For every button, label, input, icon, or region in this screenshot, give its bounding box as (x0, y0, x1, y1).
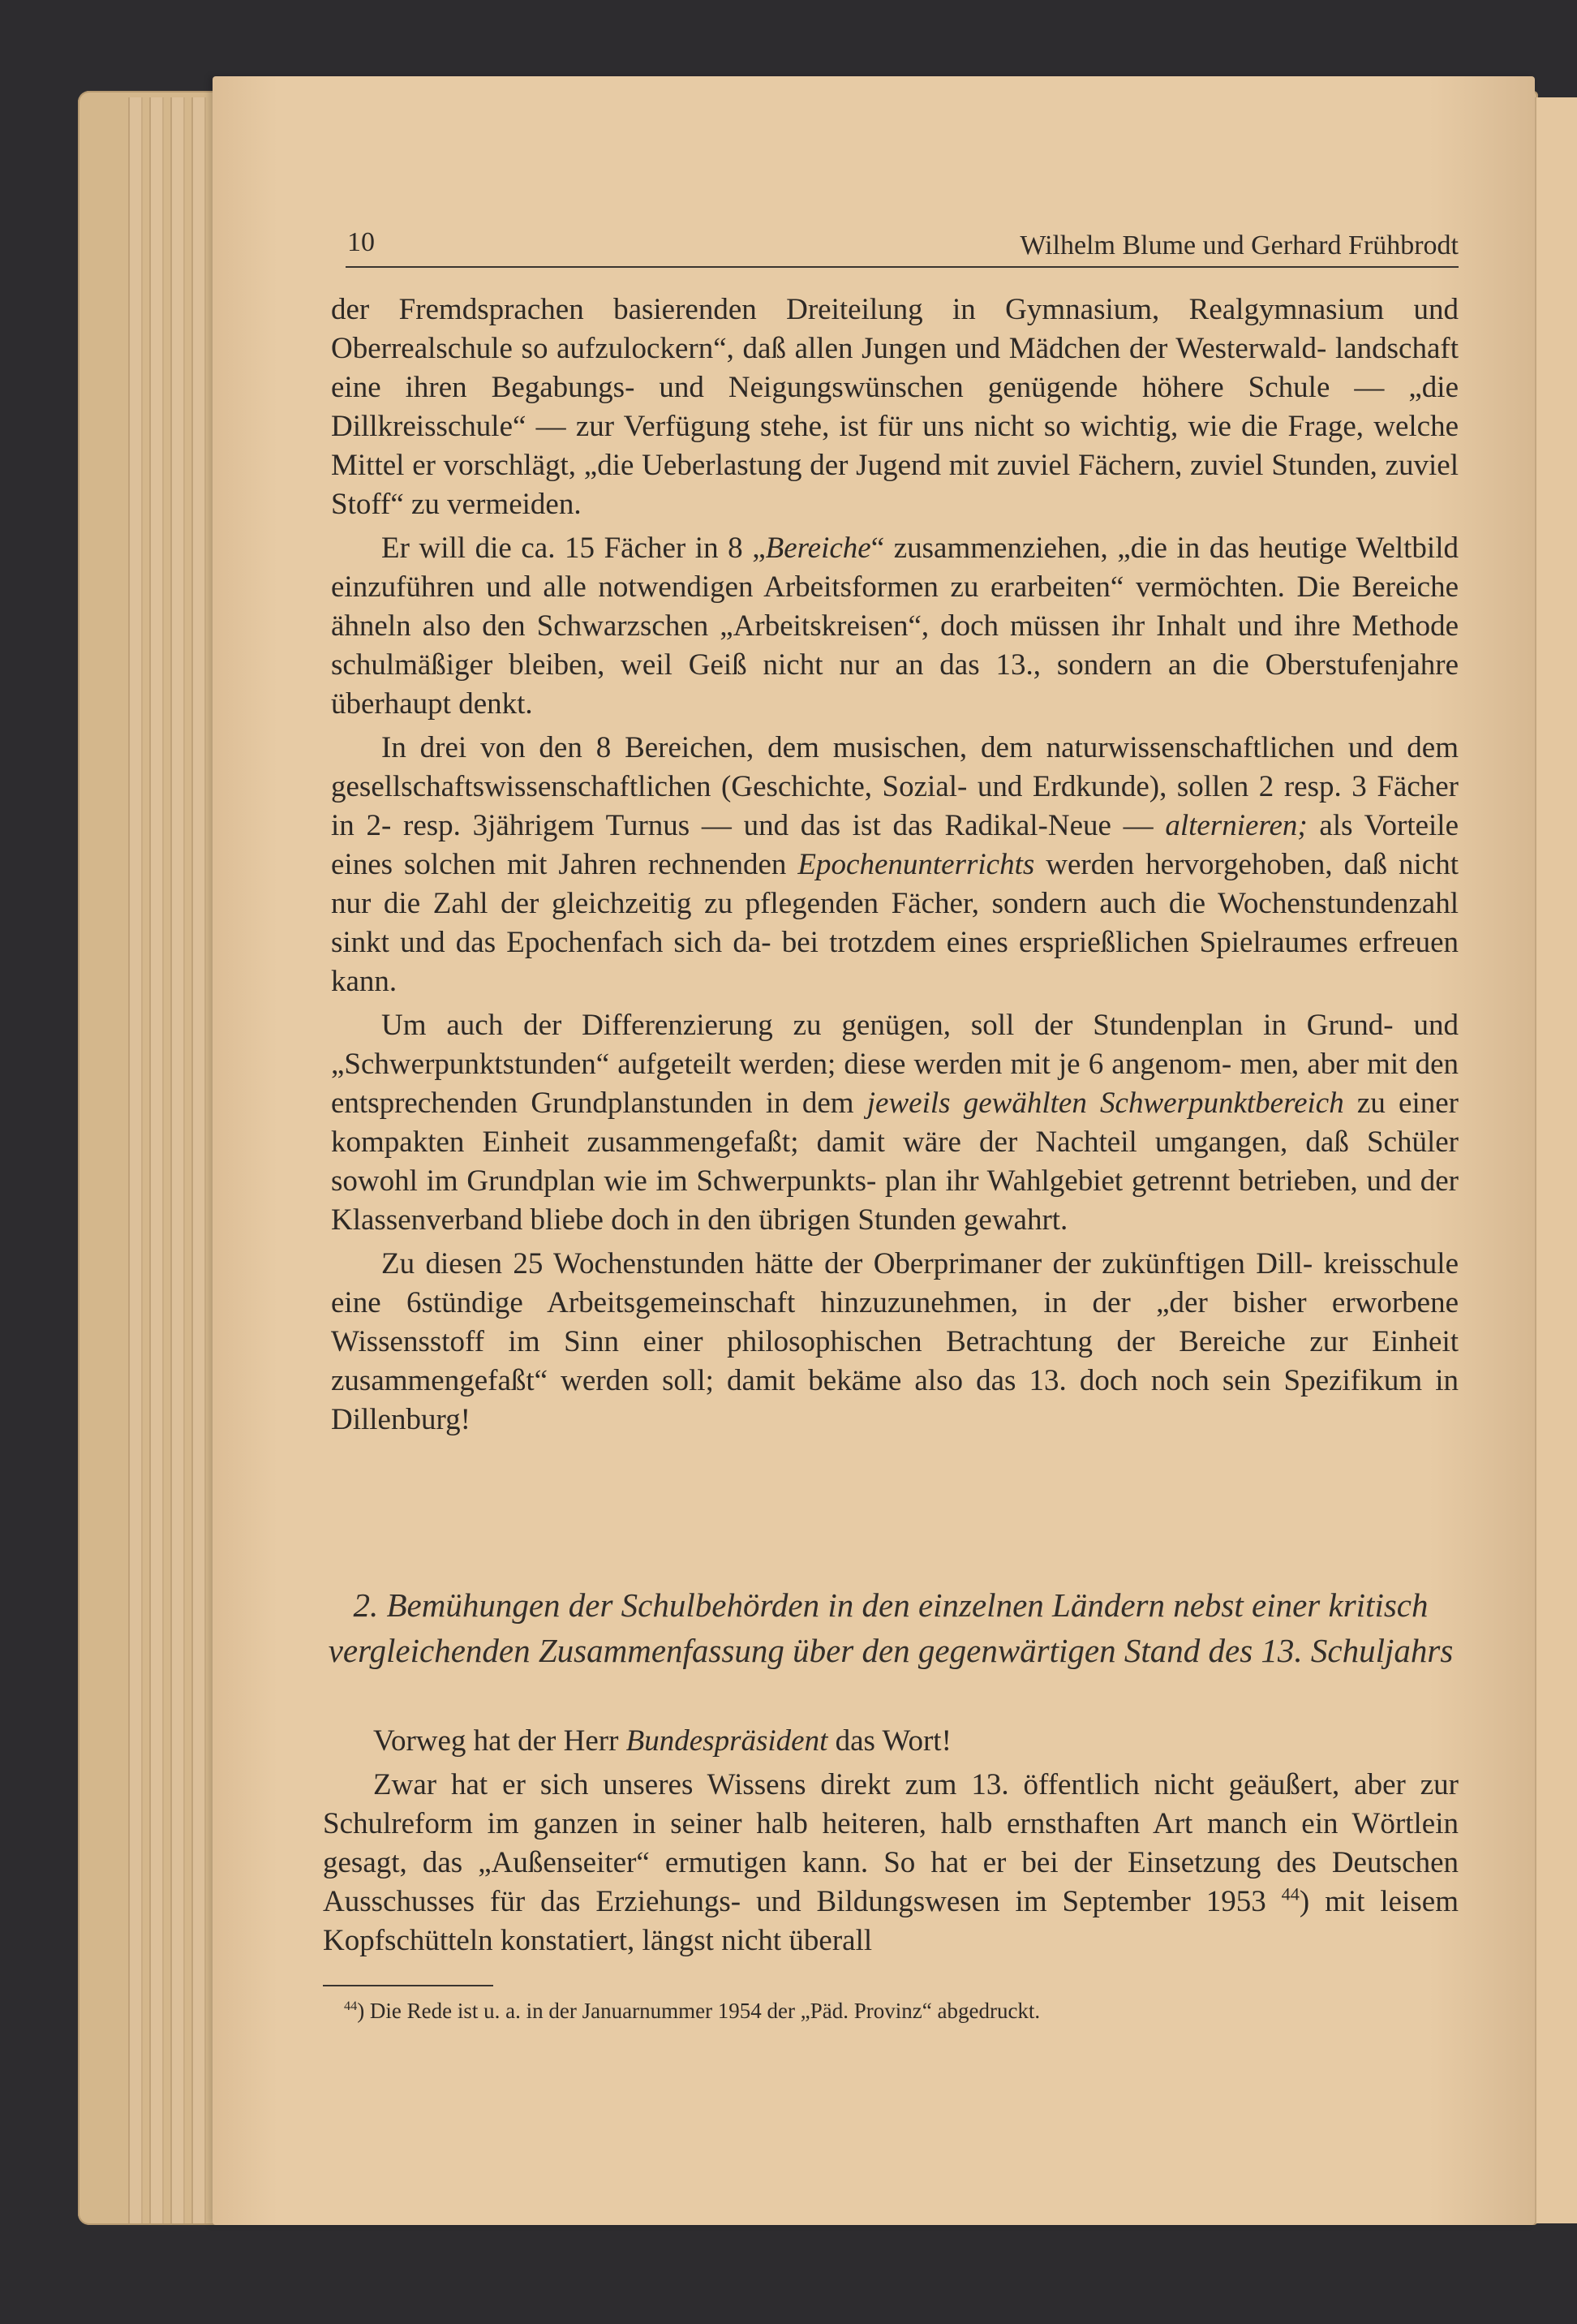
paragraph-text: ) mit leisem Kopfschütteln konstatiert, längst nicht überall (323, 1885, 1459, 1957)
paragraph-text: zu einer kompakten Einheit zusammengefaßt; damit wäre der Nachteil umgangen, daß Schüler sowohl im Grundplan wie im Schwerpunkts- plan ihr Wahlgebiet getrennt betrieben, und der Klassenverband bliebe doch in den übrigen Stunden gewahrt. (331, 1087, 1459, 1237)
footnote-text: ) Die Rede ist u. a. in der Januarnummer 1954 der „Päd. Provinz“ abgedruckt. (357, 1999, 1041, 2023)
page-edge (149, 97, 164, 2223)
paragraph-text: werden hervorgehoben, daß nicht nur die Zahl der gleichzeitig zu pflegenden Fächer, sondern auch die Wochenstundenzahl sinkt und das Epochenfach sich da- bei trotzdem eines ersprießlichen Spielraumes erfreuen kann. (331, 848, 1459, 998)
facing-page-edge (1535, 97, 1577, 2223)
paragraph-text: Vorweg hat der Herr (373, 1724, 626, 1758)
page-edge (170, 97, 185, 2223)
page-edge (128, 97, 143, 2223)
page-edge (191, 97, 206, 2223)
page-header (346, 201, 1459, 268)
running-title: Wilhelm Blume und Gerhard Frühbrodt (1020, 230, 1459, 260)
paragraph-text: das Wort! (827, 1724, 952, 1758)
footnote-reference: 44 (1281, 1883, 1300, 1904)
paragraph-text: als Vorteile eines solchen mit Jahren rechnenden (331, 809, 1459, 881)
footnote (344, 1996, 1447, 2025)
paragraph-text: der Fremdsprachen basierenden Dreiteilung in Gymnasium, Realgymnasium und Oberrealschule so aufzulockern“, daß allen Jungen und Mädchen der Westerwald- landschaft eine ihren Begabungs- und Neigungswünschen genügende höhere Schule — „die Dillkreisschule“ — zur Verfügung stehe, ist für uns nicht so wichtig, wie die Frage, welche Mittel er vorschlägt, „die Ueberlastung der Jugend mit zuviel Fächern, zuviel Stunden, zuviel Stoff“ zu vermeiden. (331, 293, 1459, 521)
paragraph-text: In drei von den 8 Bereichen, dem musischen, dem naturwissenschaftlichen und dem gesellschaftswissenschaftlichen (Geschichte, Sozial- und Erdkunde), sollen 2 resp. 3 Fächer in 2- resp. 3jährigem Turnus — und das ist das Radikal-Neue — (331, 731, 1459, 842)
paragraph (331, 729, 1459, 1001)
paragraph-text: Er will die ca. 15 Fächer in 8 „ (381, 532, 766, 565)
paragraph-text: Zwar hat er sich unseres Wissens direkt zum 13. öffentlich nicht geäußert, aber zur Schulreform im ganzen in seiner halb heiteren, halb ernsthaften Art manch ein Wörtlein gesagt, das „Außenseiter“ ermutigen kann. So hat er bei der Einsetzung des Deutschen Ausschusses für das Erziehungs- und Bildungswesen im September 1953 (323, 1768, 1459, 1918)
emphasis: alternieren; (1165, 809, 1308, 842)
section-heading: 2. Bemühungen der Schulbehörden in den einzelnen Ländern nebst einer kritisch vergleichenden Zusammenfassung über den gegenwärtigen Stand des 13. Schuljahrs (328, 1586, 1454, 1669)
paragraph (323, 1766, 1459, 1960)
main-text (331, 290, 1459, 1444)
paragraph-text: “ zusammenziehen, „die in das heutige Weltbild einzuführen und alle notwendigen Arbeitsformen zu erarbeiten“ vermöchten. Die Bereiche ähneln also den Schwarzschen „Arbeitskreisen“, doch müssen ihr Inhalt und ihre Methode schulmäßiger bleiben, weil Geiß nicht nur an das 13., sondern an die Oberstufenjahre überhaupt denkt. (331, 532, 1459, 721)
footnote-marker: 44 (344, 1999, 358, 2013)
paragraph-text: Um auch der Differenzierung zu genügen, soll der Stundenplan in Grund- und „Schwerpunktstunden“ aufgeteilt werden; diese werden mit je 6 angenom- men, aber mit den entsprechenden Grundplanstunden in dem (331, 1009, 1459, 1120)
paragraph (331, 1245, 1459, 1440)
footnote-divider (323, 1985, 493, 1986)
paragraph (331, 290, 1459, 524)
section-text (323, 1722, 1459, 1965)
emphasis: Bereiche (765, 532, 871, 565)
emphasis: Bundespräsident (625, 1724, 828, 1758)
emphasis: Epochenunterrichts (797, 848, 1035, 881)
paragraph (331, 529, 1459, 724)
paragraph-text: Zu diesen 25 Wochenstunden hätte der Oberprimaner der zukünftigen Dill- kreisschule eine 6stündige Arbeitsgemeinschaft hinzuzunehmen, in der „der bisher erworbene Wissensstoff im Sinn einer philosophischen Betrachtung der Bereiche zur Einheit zusammengefaßt“ werden soll; damit bekäme also das 13. doch noch sein Spezifikum in Dillenburg! (331, 1247, 1459, 1436)
paragraph (323, 1722, 1459, 1761)
emphasis: jeweils gewählten Schwerpunktbereich (866, 1087, 1344, 1120)
page-number: 10 (347, 227, 375, 257)
paragraph (331, 1006, 1459, 1240)
